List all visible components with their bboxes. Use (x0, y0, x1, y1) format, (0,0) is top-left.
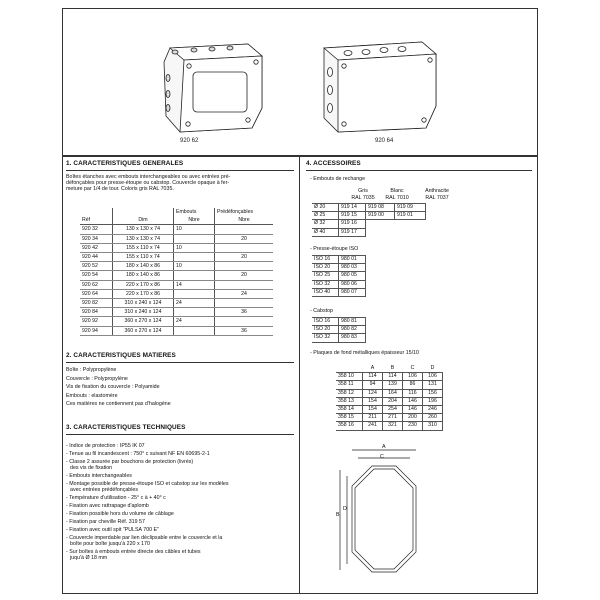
figure-caption-right: 920 64 (375, 138, 394, 144)
table-row (312, 220, 426, 228)
cell-embouts: 10 (174, 262, 215, 271)
blanc-header: Blanc (390, 188, 404, 194)
cell-anthracite (395, 228, 426, 236)
cell-gris: 919 17 (339, 228, 366, 236)
cell-b: 164 (383, 389, 403, 397)
cell-ref: 358 13 (336, 397, 363, 405)
bullet-line: - Sur boîtes à embouts entrée directe des câbles et tubes (66, 548, 201, 555)
table-row (312, 272, 366, 280)
section4-title: 4. ACCESSOIRES (306, 160, 361, 167)
cell-d: 156 (423, 389, 443, 397)
cell-ref: 358 12 (336, 389, 363, 397)
technical-bullet (66, 451, 298, 457)
cell-gris: 919 14 (339, 204, 366, 212)
cell-c: 146 (403, 406, 423, 414)
gris-ral: RAL 7035 (351, 195, 375, 201)
col-embouts-header: Embouts (174, 208, 215, 216)
bullet-line: - Fixation avec outil spit "PULSA 700 E" (66, 526, 159, 533)
table-row (80, 271, 273, 280)
cell-a: 124 (363, 389, 383, 397)
desc-line: Boîtes étanches avec embouts interchangeables ou avec entrées pré- (66, 174, 231, 180)
cell-c: 106 (403, 373, 423, 381)
table-row (312, 334, 366, 342)
cell-predef: 24 (215, 289, 274, 298)
section1-description (66, 174, 296, 193)
cell-dim: 360 x 270 x 124 (113, 326, 174, 335)
cabstop-title: - Cabstop (310, 308, 333, 314)
table-row (80, 289, 273, 298)
cell-anthracite (395, 220, 426, 228)
table-row (312, 264, 366, 272)
table-row (336, 397, 443, 405)
plaques-title: - Plaques de fond métalliques épaisseur 15/10 (310, 350, 419, 356)
cell-embouts (174, 271, 215, 280)
cell-embouts: 24 (174, 299, 215, 308)
cell-embouts: 10 (174, 225, 215, 234)
bullet-line: - Embouts interchangeables (66, 472, 132, 479)
section3-rule (66, 434, 294, 435)
cell-ref: 980 06 (339, 280, 366, 288)
bullet-line: - Indice de protection : IP55 IK 07 (66, 443, 145, 449)
table-row (336, 381, 443, 389)
bullet-line: - Couvercle imperdable par lien déclipsable entre le couvercle et la (66, 534, 223, 541)
diagram-label-a: A (382, 444, 386, 450)
bullet-line: boîte pour boîte jusqu'à 220 x 170 (70, 540, 150, 547)
section1-rule (66, 170, 294, 171)
anthracite-ral: RAL 7037 (425, 195, 449, 201)
cell-c: 146 (403, 397, 423, 405)
table-row (336, 373, 443, 381)
diagram-label-c: C (380, 454, 384, 460)
cell-ref: 920 92 (80, 317, 113, 326)
cell-a: 241 (363, 422, 383, 430)
col-dim-header: Dim (113, 216, 174, 225)
material-line: Ces matières ne contiennent pas d'halogène (66, 401, 171, 407)
cell-gris: 919 15 (339, 212, 366, 220)
col-ref-spacer (80, 208, 113, 216)
cell-size: Ø 32 (312, 220, 339, 228)
bullet-line: - Tenue au fil incandescent : 750° c suivant NF EN 60695-2-1 (66, 450, 210, 457)
cell-blanc: 919 08 (366, 204, 395, 212)
cell-anthracite: 919 09 (395, 204, 426, 212)
cell-dim: 180 x 140 x 86 (113, 262, 174, 271)
cell-ref: 980 83 (339, 334, 366, 342)
technical-bullets (66, 443, 298, 563)
cell-a: 154 (363, 406, 383, 414)
cell-predef: 36 (215, 326, 274, 335)
cell-ref: 980 82 (339, 326, 366, 334)
cell-iso: ISO 20 (312, 326, 339, 334)
table-row (336, 414, 443, 422)
cell-iso: ISO 25 (312, 272, 339, 280)
column-divider (299, 156, 300, 594)
cell-predef (215, 280, 274, 289)
bullet-line: - Montage possible de presse-étoupe ISO et cabstop sur les modèles (66, 480, 229, 487)
cell-ref: 358 16 (336, 422, 363, 430)
table-row (80, 317, 273, 326)
cell-iso: ISO 16 (312, 256, 339, 264)
presse-etoupe-table (312, 255, 366, 297)
bullet-line: - Fixation avec rattrapage d'aplomb (66, 502, 149, 509)
cell-embouts (174, 308, 215, 317)
cell-dim: 155 x 110 x 74 (113, 253, 174, 262)
table-row (80, 243, 273, 252)
diagram-label-b: B (336, 512, 340, 518)
cell-c: 200 (403, 414, 423, 422)
cell-blanc (366, 228, 395, 236)
cell-blanc (366, 220, 395, 228)
table-row (80, 326, 273, 335)
table-row (336, 422, 443, 430)
cell-dim: 130 x 130 x 74 (113, 225, 174, 234)
table-row (312, 204, 426, 212)
cell-b: 139 (383, 381, 403, 389)
table-row (80, 225, 273, 234)
section4-rule (306, 170, 532, 171)
table-row (312, 212, 426, 220)
presse-title: - Presse-étoupe ISO (310, 246, 359, 252)
table-row (80, 234, 273, 243)
cell-ref: 358 10 (336, 373, 363, 381)
cell-ref: 358 15 (336, 414, 363, 422)
plaques-table (336, 365, 443, 431)
cell-size: Ø 40 (312, 228, 339, 236)
plate-diagram (336, 444, 426, 590)
col-predef-sub: Nbre (215, 216, 274, 225)
cell-ref: 920 52 (80, 262, 113, 271)
cell-ref: 920 32 (80, 225, 113, 234)
col-ref-header: Réf (80, 216, 113, 225)
cell-ref: 980 01 (339, 256, 366, 264)
cell-a: 211 (363, 414, 383, 422)
figure-caption-left: 920 62 (180, 138, 199, 144)
cell-predef: 20 (215, 271, 274, 280)
bullet-line: - Fixation possible hors du volume de câblage (66, 510, 174, 517)
cell-ref: 920 64 (80, 289, 113, 298)
cell-b: 114 (383, 373, 403, 381)
cell-ref: 920 54 (80, 271, 113, 280)
cell-d: 131 (423, 381, 443, 389)
cell-embouts: 24 (174, 317, 215, 326)
table-row (312, 326, 366, 334)
header-blank (336, 365, 363, 373)
table-row (80, 280, 273, 289)
cell-ref: 980 05 (339, 272, 366, 280)
col-dim-spacer (113, 208, 174, 216)
section2-title: 2. CARACTERISTIQUES MATIERES (66, 352, 176, 359)
cell-iso: ISO 20 (312, 264, 339, 272)
table-header-row (336, 365, 443, 373)
technical-bullet (66, 459, 298, 472)
table-row (336, 389, 443, 397)
cell-d: 246 (423, 406, 443, 414)
cell-a: 114 (363, 373, 383, 381)
cell-predef (215, 262, 274, 271)
cell-predef (215, 225, 274, 234)
section3-title: 3. CARACTERISTIQUES TECHNIQUES (66, 424, 186, 431)
desc-line: meture par 1/4 de tour. Coloris gris RAL 7035. (66, 186, 174, 193)
technical-bullet (66, 535, 298, 548)
cell-c: 230 (403, 422, 423, 430)
col-predef-header: Prédéfonçables (215, 208, 274, 216)
table-row (312, 288, 366, 296)
technical-bullet (66, 481, 298, 494)
cell-gris: 919 16 (339, 220, 366, 228)
bullet-line: - Fixation par cheville Réf. 319 57 (66, 518, 145, 525)
cell-dim: 130 x 130 x 74 (113, 234, 174, 243)
section2-rule (66, 362, 294, 363)
cell-ref: 980 07 (339, 288, 366, 296)
product-illustrations (62, 8, 538, 156)
bullet-line: juqu'à Ø 18 mm (70, 554, 108, 561)
col-header: B (390, 365, 395, 371)
cell-ref: 920 84 (80, 308, 113, 317)
cell-embouts: 10 (174, 243, 215, 252)
embouts-table (312, 203, 426, 237)
cell-size: Ø 25 (312, 212, 339, 220)
bullet-line: - Classe 2 assurée par bouchons de protection (livrés) (66, 458, 194, 465)
cell-dim: 220 x 170 x 86 (113, 289, 174, 298)
table-row (80, 262, 273, 271)
cell-dim: 310 x 240 x 124 (113, 299, 174, 308)
section2-lines (66, 367, 171, 410)
cell-embouts (174, 234, 215, 243)
cell-embouts: 14 (174, 280, 215, 289)
cell-b: 254 (383, 406, 403, 414)
table-row (336, 406, 443, 414)
technical-bullet (66, 511, 298, 517)
cell-ref: 358 11 (336, 381, 363, 389)
technical-bullet (66, 473, 298, 479)
cell-iso: ISO 40 (312, 288, 339, 296)
bullet-line: avec entrées prédéfonçables (70, 487, 139, 494)
box-specs-table (80, 208, 273, 336)
anthracite-header: Anthracite (425, 188, 449, 194)
technical-bullet (66, 519, 298, 525)
table-row (312, 228, 426, 236)
cell-dim: 220 x 170 x 86 (113, 280, 174, 289)
cell-ref: 920 34 (80, 234, 113, 243)
cell-a: 94 (363, 381, 383, 389)
desc-line: défonçables pour presse-étoupe ou cabstop. Couvercle opaque à fer- (66, 180, 230, 187)
cabstop-table (312, 317, 366, 343)
cell-ref: 358 14 (336, 406, 363, 414)
box-920-64-drawing (324, 42, 436, 132)
cell-d: 310 (423, 422, 443, 430)
section1-title: 1. CARACTERISTIQUES GENERALES (66, 160, 184, 167)
cell-b: 271 (383, 414, 403, 422)
cell-d: 106 (423, 373, 443, 381)
col-header: A (370, 365, 375, 371)
cell-b: 204 (383, 397, 403, 405)
material-line: Boîte : Polypropylène (66, 367, 117, 373)
table-row (80, 299, 273, 308)
cell-ref: 920 82 (80, 299, 113, 308)
blanc-ral: RAL 7010 (385, 195, 409, 201)
technical-bullet (66, 495, 298, 501)
material-line: Couvercle : Polypropylène (66, 375, 128, 382)
cell-iso: ISO 32 (312, 334, 339, 342)
table-row (312, 256, 366, 264)
cell-c: 86 (403, 381, 423, 389)
cell-ref: 980 81 (339, 318, 366, 326)
col-embouts-sub: Nbre (174, 216, 215, 225)
table-row (80, 253, 273, 262)
cell-size: Ø 20 (312, 204, 339, 212)
cell-ref: 920 42 (80, 243, 113, 252)
material-line: Embouts : elastomère (66, 392, 118, 399)
cell-iso: ISO 16 (312, 318, 339, 326)
col-header: D (430, 365, 435, 371)
cell-dim: 360 x 270 x 124 (113, 317, 174, 326)
technical-bullet (66, 503, 298, 509)
material-line: Vis de fixation du couvercle : Polyamide (66, 384, 160, 390)
technical-bullet (66, 443, 298, 449)
diagram-label-d: D (343, 506, 347, 512)
cell-predef (215, 243, 274, 252)
cell-ref: 920 62 (80, 280, 113, 289)
cell-embouts (174, 253, 215, 262)
cell-a: 154 (363, 397, 383, 405)
table-row (312, 318, 366, 326)
table-row (80, 308, 273, 317)
cell-predef (215, 317, 274, 326)
cell-dim: 180 x 140 x 86 (113, 271, 174, 280)
table-row (312, 280, 366, 288)
gris-header: Gris (358, 188, 368, 194)
cell-blanc: 919 00 (366, 212, 395, 220)
cell-ref: 920 94 (80, 326, 113, 335)
cell-anthracite: 919 01 (395, 212, 426, 220)
cell-predef: 20 (215, 234, 274, 243)
cell-predef (215, 299, 274, 308)
cell-dim: 310 x 240 x 124 (113, 308, 174, 317)
bullet-line: des vis de fixation (70, 465, 113, 472)
cell-embouts (174, 326, 215, 335)
bullet-line: - Température d'utilisation - 25° c à + 40° c (66, 495, 166, 502)
plate-outline (352, 466, 416, 572)
col-header: C (410, 365, 415, 371)
cell-ref: 920 44 (80, 253, 113, 262)
cell-iso: ISO 32 (312, 280, 339, 288)
cell-predef: 36 (215, 308, 274, 317)
box-920-62-drawing (164, 44, 262, 132)
cell-c: 116 (403, 389, 423, 397)
cell-predef: 20 (215, 253, 274, 262)
cell-embouts (174, 289, 215, 298)
embouts-title: - Embouts de rechange (310, 176, 366, 182)
cell-dim: 155 x 110 x 74 (113, 243, 174, 252)
technical-bullet (66, 527, 298, 533)
technical-bullet (66, 549, 298, 562)
cell-b: 321 (383, 422, 403, 430)
cell-d: 196 (423, 397, 443, 405)
cell-ref: 980 03 (339, 264, 366, 272)
cell-d: 260 (423, 414, 443, 422)
